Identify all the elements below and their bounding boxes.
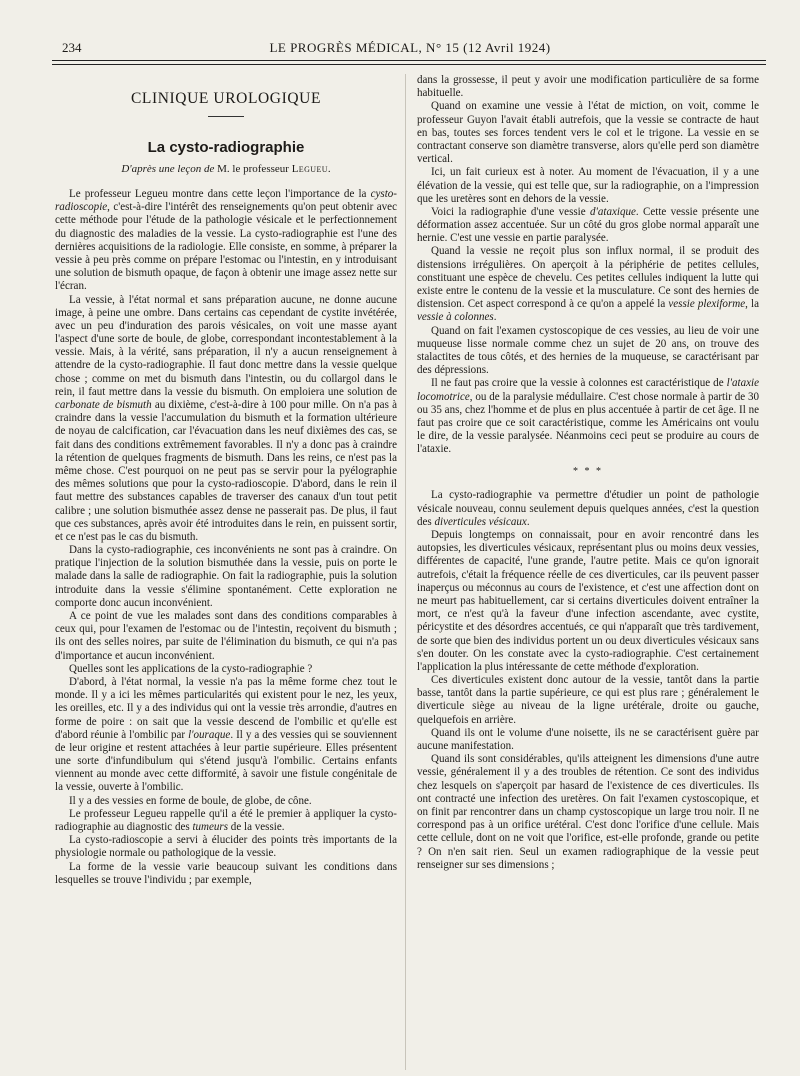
italic-text: vessie plexiforme	[668, 298, 746, 311]
paragraph-text: , la	[745, 298, 759, 311]
paragraph-text: Quand on examine une vessie à l'état de miction, on voit, comme le professeur Guyon l'avait établi autrefois, que la vessie se contracte de haut en bas, toutes ses forces tendent vers le col et le trigone. La vessie en se contractant conserve son diamètre transverse, alors qu'elle perd son diamètre vertical.	[417, 100, 759, 166]
paragraph	[55, 795, 397, 808]
paragraph-text: Dans la cysto-radiographie, ces inconvénients ne sont pas à craindre. On pratique l'injection de la solution bismuthée dans la vessie, puis on porte le malade dans la salle de radiographie. On fait la radiographie, puis la solution introduite dans la vessie s'élimine spontanément. Cette exploration ne comporte donc aucun inconvénient.	[55, 544, 397, 609]
byline-text: M. le professeur	[214, 163, 292, 175]
paragraph-text: D'abord, à l'état normal, la vessie n'a pas la même forme chez tout le monde. Il y a ici les mêmes particularités qui existent pour le nez, les yeux, les oreilles, etc. Il y a des individus qui ont la vessie très arrondie, d'autres en forme de poire : on sait que la vessie descend de l'ombilic et qu'elle est d'abord réunie à l'ombilic par	[55, 675, 397, 741]
paragraph	[417, 674, 759, 727]
paragraph-text: .	[493, 311, 497, 324]
paragraph	[55, 663, 397, 676]
paragraph	[417, 100, 759, 166]
right-paragraphs-top	[417, 74, 759, 456]
paragraph-text: Quand ils sont considérables, qu'ils atteignent les dimensions d'une autre vessie, généralement il y a des troubles de rétention. Ce sont des individus chez lesquels on s'aperçoit par hasard de l'existence de ces diverticules. Ils ont contracté une infection des uretères. On fait l'examen cystoscopique, et on finit par rencontrer dans un champ cystoscopique un large trou noir. Il ne correspond pas à un orifice urétéral. C'est donc l'orifice d'une cellule. Mais cette cellule, dont on ne voit que l'orifice, est-elle profonde, grande ou petite ? On n'en sait rien. Seul un examen radiographique de la vessie peut renseigner sur ses dimensions ;	[417, 753, 759, 871]
running-header	[60, 40, 760, 58]
paragraph	[55, 861, 397, 887]
paragraph-text: de la vessie.	[228, 821, 285, 833]
title-rule	[208, 116, 244, 117]
italic-text: diverticules vésicaux	[434, 515, 527, 528]
byline-end: .	[327, 163, 331, 175]
paragraph	[55, 610, 397, 663]
italic-text: tumeurs	[192, 821, 229, 833]
paragraph-text: A ce point de vue les malades sont dans des conditions comparables à ceux qui, pour l'examen de l'estomac ou de l'intestin, reçoivent du bismuth ; ils ont des selles noires, par suite de l'élimination du bismuth, ce qui n'a pas d'importance et aucun inconvénient.	[55, 610, 397, 662]
italic-text: vessie à colonnes	[417, 311, 494, 324]
paragraph	[417, 325, 759, 378]
paragraph	[417, 166, 759, 206]
paragraph-text: Quand la vessie ne reçoit plus son influx normal, il se produit des distensions irrégulières. On aperçoit à la périphérie de petites cellules, constituant une espèce de chevelu. Ces petites cellules indiquent la lutte qui existe entre le contenu de la vessie et la musculature. Ce sont des hernies de distension. Cet aspect correspond à ce qu'on a appelé la	[417, 245, 759, 311]
paragraph	[417, 206, 759, 246]
article-byline	[55, 163, 397, 176]
italic-text: l'ataxie locomotrice	[417, 377, 759, 403]
paragraph-text: , ou de la paralysie médullaire. C'est chose normale à partir de 30 ou 35 ans, chez l'homme et de plus en plus accentuée à partir de cet âge. Il ne faut pas croire que ce soit caractéristique, comme les Américains ont voulu le dire, de la vessie paralysée. Néanmoins ceci peut se produire au cours de l'ataxie.	[417, 390, 759, 456]
header-rule-thin	[52, 64, 766, 65]
paragraph-text: dans la grossesse, il peut y avoir une modification particulière de sa forme habituelle.	[417, 74, 759, 100]
article-title: La cysto-radiographie	[147, 139, 305, 156]
paragraph	[417, 529, 759, 674]
paragraph	[55, 676, 397, 795]
paragraph-text: Voici la radiographie d'une vessie	[431, 205, 590, 218]
byline-italic: D'après une leçon de	[121, 163, 215, 175]
page-number: 234	[62, 40, 82, 55]
paragraph	[417, 245, 759, 324]
paragraph	[417, 74, 759, 100]
paragraph	[55, 294, 397, 545]
paragraph-text: Il ne faut pas croire que la vessie à colonnes est caractéristique de	[431, 377, 727, 390]
paragraph	[55, 834, 397, 860]
italic-text: cysto-radioscopie	[55, 188, 397, 214]
section-title: CLINIQUE UROLOGIQUE	[130, 90, 322, 107]
journal-title: LE PROGRÈS MÉDICAL, N° 15 (12 Avril 1924)	[269, 40, 551, 55]
header-rule	[52, 60, 766, 61]
paragraph	[417, 753, 759, 872]
paragraph-text: Ici, un fait curieux est à noter. Au moment de l'évacuation, il y a une élévation de la vessie, qui est telle que, sur la radiographie, on a l'impression que les uretères sont en dehors de la vessie.	[417, 166, 759, 205]
paragraph-text: Ces diverticules existent donc autour de la vessie, tantôt dans la partie basse, tantôt dans la partie supérieure, ce qui est plus rare ; généralement le diverticule siège au niveau de la ligne urétérale, droite ou gauche, quelquefois en arrière.	[417, 674, 759, 726]
paragraph-text: Le professeur Legueu rappelle qu'il a été le premier à appliquer la cysto-radiographie au diagnostic des	[55, 807, 397, 833]
paragraph	[417, 489, 759, 529]
paragraph-text: au dixième, c'est-à-dire à 100 pour mille. On n'a pas à craindre dans la vessie l'accumulation du bismuth et la formation ultérieure de noyau de calcification, car l'évacuation dans les neuf dixièmes des cas, se fait dans des conditions extrêmement favorables. Il n'y a donc pas à craindre la rétention de quelques fragments de bismuth. Dans les reins, ce n'est pas la même chose. C'est pourquoi on ne peut pas se servir pour la pyélographie des mêmes solutions que pour la cysto-radioscopie. D'abord, dans le rein il faut mettre des substances capables de traverser des canaux d'un tout petit calibre ; une solution bismuthée assez dense ne passerait pas. De plus, il faut que ces substances, après avoir été introduites dans le rein, en puissent sortir, et ce n'est pas le cas du bismuth.	[55, 399, 397, 543]
paragraph-text: .	[526, 515, 530, 528]
paragraph-text: , c'est-à-dire l'intérêt des renseignements qu'on peut obtenir avec cette méthode pour l'étude de la pathologie vésicale et le perfectionnement du diagnostic des maladies de la vessie. La cysto-radiographie est l'une des dernières acquisitions de la radiologie. Elle consiste, en somme, à préparer la vessie à peu près comme on prépare l'estomac ou l'intestin, en y introduisant une solution de bismuth opaque, de façon à obtenir une image assez nette sur l'écran.	[55, 201, 397, 293]
paragraph-text: Quand on fait l'examen cystoscopique de ces vessies, au lieu de voir une muqueuse lisse normale comme chez un sujet de 20 ans, on trouve des stalactites de tous côtés, et des hernies de la muqueuse, se caractérisant par des dépressions.	[417, 324, 759, 377]
paragraph-text: La vessie, à l'état normal et sans préparation aucune, ne donne aucune image, à peine une ombre. Dans certains cas cependant de cystite invétérée, avec un peu d'induration des parois vésicales, on voit une masse ayant l'aspect d'une sorte de boule, de globe, correspondant incontestablement à la vessie. Mais, à la vérité, sans préparation, il n'y a aucun renseignement à attendre de la cysto-radiographie. Il faut donc mettre dans la vessie quelque chose ; comme on met du bismuth dans l'intestin, ou du collargol dans le rein, il faut mettre dans la vessie du bismuth. On emploiera une solution de	[55, 293, 397, 398]
paragraph-text: Le professeur Legueu montre dans cette leçon l'importance de la	[69, 188, 371, 200]
column-right	[417, 74, 759, 872]
byline-author: Legueu	[291, 163, 328, 175]
paragraph-text: Quand ils ont le volume d'une noisette, ils ne se caractérisent guère par aucune manifestation.	[417, 726, 759, 752]
paragraph	[417, 377, 759, 456]
paragraph-text: La cysto-radioscopie a servi à élucider des points très importants de la physiologie normale ou pathologique de la vessie.	[55, 834, 397, 860]
paragraph	[417, 727, 759, 753]
paragraph-text: La cysto-radiographie va permettre d'étudier un point de pathologie vésicale nouveau, connu seulement depuis quelques années, c'est la question des	[417, 489, 759, 528]
italic-text: d'ataxique	[589, 205, 636, 218]
paragraph	[55, 808, 397, 834]
paragraph-text: Quelles sont les applications de la cysto-radiographie ?	[69, 662, 313, 675]
italic-text: l'ouraque	[188, 728, 231, 741]
paragraph-text: Il y a des vessies en forme de boule, de globe, de cône.	[69, 794, 312, 807]
column-left	[55, 74, 397, 887]
paragraph-text: La forme de la vessie varie beaucoup suivant les conditions dans lesquelles se trouve l'individu ; par exemple,	[55, 860, 397, 886]
paragraph-text: Depuis longtemps on connaissait, pour en avoir rencontré dans les autopsies, les diverticules vésicaux, représentant plus ou moins deux vessies, différentes de capacité, l'une grande, l'autre petite. Mais ce qu'on ignorait autrefois, c'était la fréquence réelle de ces diverticules, car ils peuvent passer inaperçus ou méconnus au cours de l'existence, et c'est une affection dont on ne meurt pas habituellement, car si certains diverticules doivent entraîner la mort, ce n'est qu'à la faveur d'une infection ascendante, avec cystite, péricystite et des désordres accentués, ce qui n'apparaît que très tardivement, de sorte que bien des individus portent un ou deux diverticules vésicaux sans s'en douter. On les constate avec la cysto-radiographie. C'est certainement l'application la plus intéressante de cette méthode d'exploration.	[417, 529, 759, 673]
section-break-asterism: * * *	[573, 466, 603, 478]
column-divider	[405, 74, 406, 1070]
right-paragraphs-bottom	[417, 489, 759, 871]
left-paragraphs	[55, 188, 397, 887]
paragraph	[55, 544, 397, 610]
paragraph-text: . Il y a des vessies qui se souviennent de leur origine et restent attachées à leur partie supérieure. Elles présentent une sorte d'infundibulum qui s'étend jusqu'à l'ombilic. Certains enfants viennent au monde avec cette difformité, à savoir une fistule congénitale de la vessie, ouverte à l'ombilic.	[55, 728, 397, 794]
italic-text: carbonate de bismuth	[55, 399, 152, 411]
paragraph-text: . Cette vessie présente une déformation assez accentuée. Sur un côté du gros globe normal apparaît une hernie. C'est une vessie en partie paralysée.	[417, 205, 760, 245]
paragraph	[55, 188, 397, 294]
